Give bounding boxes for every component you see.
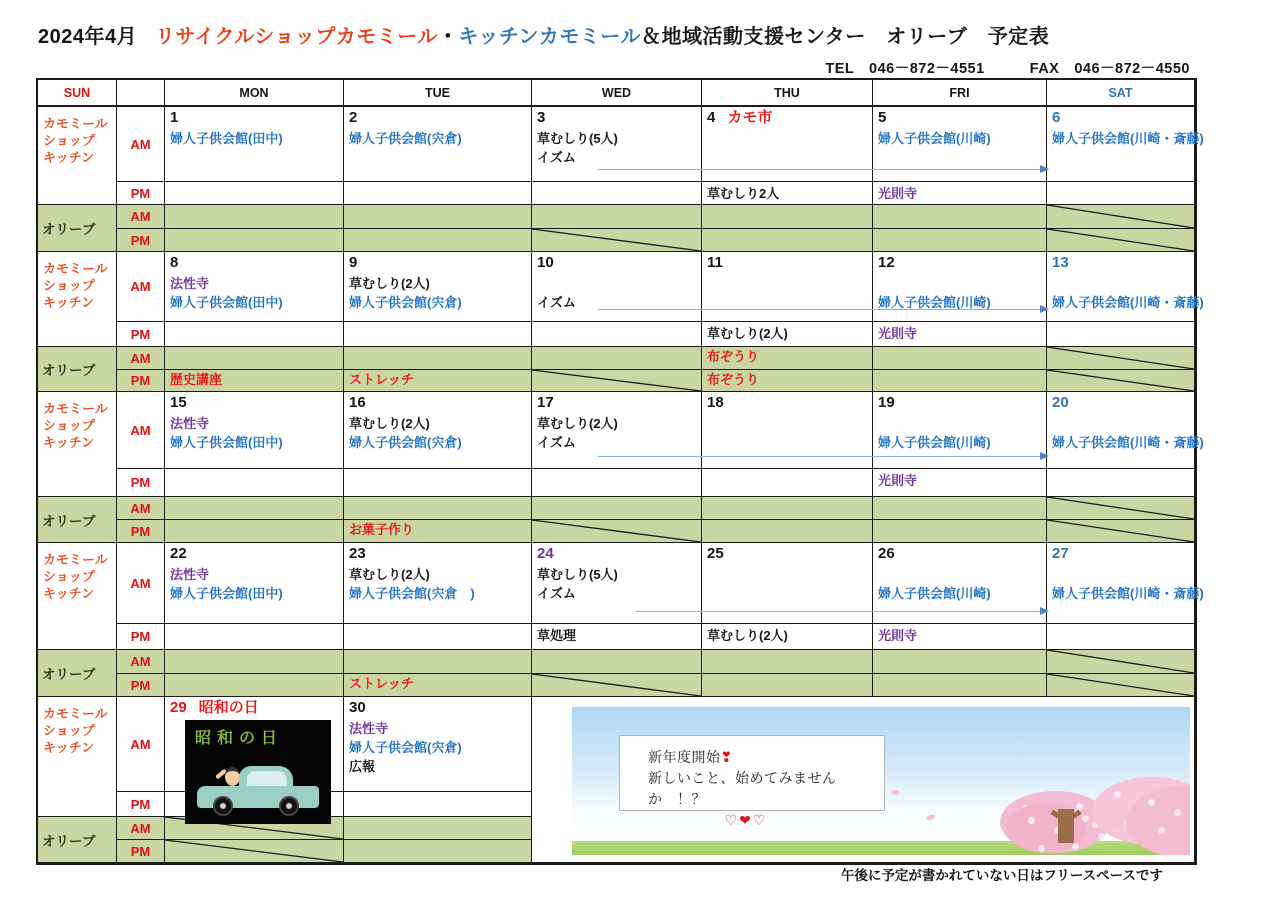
diagonal-slash bbox=[1047, 520, 1194, 542]
cell-w1-tue-olive-am bbox=[344, 205, 532, 229]
cell-w1-thu-pm bbox=[702, 182, 873, 205]
cell-w3-thu-olive-pm bbox=[702, 520, 873, 543]
cell-w4-fri-olive-am bbox=[873, 650, 1047, 674]
cell-w3-wed-olive-pm bbox=[532, 520, 702, 543]
diagonal-slash bbox=[1047, 205, 1194, 228]
cell-w5-mon-am bbox=[165, 697, 344, 792]
cell-w1-thu-am bbox=[702, 107, 873, 182]
cell-w3-mon-am bbox=[165, 392, 344, 469]
event-text: 布ぞうり bbox=[707, 372, 760, 387]
date-number: 29 bbox=[170, 699, 187, 716]
chamomile-label-line: カモミール bbox=[43, 116, 108, 131]
event-text: 婦人子供会館(川崎) bbox=[878, 295, 991, 310]
event-text: 布ぞうり bbox=[707, 349, 760, 364]
row-label-chamomile bbox=[38, 252, 117, 347]
boy-face bbox=[225, 767, 240, 786]
cell-w3-sat-am bbox=[1047, 392, 1204, 469]
cell-w1-fri-olive-am bbox=[873, 205, 1047, 229]
event-text: 婦人子供会館(川崎・斎藤) bbox=[1052, 131, 1204, 146]
diagonal-slash bbox=[165, 840, 343, 862]
chamomile-label-line: ショップ bbox=[43, 278, 95, 293]
olive-am-label: AM bbox=[117, 817, 165, 840]
title-month: 2024年4月 bbox=[38, 26, 138, 48]
cell-w1-mon-olive-pm bbox=[165, 229, 344, 252]
olive-am-label: AM bbox=[117, 347, 165, 370]
cell-w1-sat-am bbox=[1047, 107, 1204, 182]
event-text: 広報 bbox=[349, 759, 376, 774]
event-text: 法性寺 bbox=[349, 721, 389, 736]
chamomile-label-line: キッチン bbox=[43, 295, 95, 310]
cell-w3-wed-am bbox=[532, 392, 702, 469]
date-number: 23 bbox=[349, 545, 366, 562]
chamomile-label-line: ショップ bbox=[43, 723, 95, 738]
header-mon: MON bbox=[165, 80, 344, 107]
diagonal-slash bbox=[1047, 497, 1194, 519]
diagonal-slash bbox=[1047, 229, 1194, 251]
cell-w1-thu-olive-am bbox=[702, 205, 873, 229]
olive-pm-label: PM bbox=[117, 370, 165, 392]
chamomile-label-line: キッチン bbox=[43, 435, 95, 450]
cell-w3-thu-am bbox=[702, 392, 873, 469]
olive-pm-label: PM bbox=[117, 520, 165, 543]
olive-am-label: AM bbox=[117, 497, 165, 520]
row-label-chamomile bbox=[38, 107, 117, 205]
date-number: 17 bbox=[537, 394, 554, 411]
event-text: ストレッチ bbox=[349, 676, 414, 691]
date-number: 16 bbox=[349, 394, 366, 411]
event-text: 婦人子供会館(川崎・斎藤) bbox=[1052, 295, 1204, 310]
cell-w4-mon-pm bbox=[165, 624, 344, 650]
header-fri: FRI bbox=[873, 80, 1047, 107]
chamomile-am-label: AM bbox=[117, 392, 165, 469]
title-dot: ・ bbox=[437, 26, 459, 48]
event-text bbox=[532, 274, 701, 293]
event-text: イズム bbox=[537, 295, 576, 310]
olive-am-label: AM bbox=[117, 205, 165, 229]
date-number: 26 bbox=[878, 545, 895, 562]
cell-w3-sat-pm bbox=[1047, 469, 1195, 497]
event-text: 法性寺 bbox=[170, 276, 210, 291]
cell-w4-wed-olive-pm bbox=[532, 674, 702, 697]
event-text: 婦人子供会館(宍倉) bbox=[349, 131, 462, 146]
cell-w4-wed-olive-am bbox=[532, 650, 702, 674]
event-text bbox=[1047, 565, 1194, 584]
chamomile-label-line: キッチン bbox=[43, 586, 95, 601]
showa-image-text: 昭和の日 bbox=[195, 730, 284, 747]
event-text: 婦人子供会館(宍倉) bbox=[349, 435, 462, 450]
cell-w3-tue-olive-pm bbox=[344, 520, 532, 543]
cell-w3-sat-olive-am bbox=[1047, 497, 1195, 520]
date-number: 30 bbox=[349, 699, 366, 716]
cell-w3-thu-pm bbox=[702, 469, 873, 497]
date-number: 19 bbox=[878, 394, 895, 411]
event-text: 光則寺 bbox=[878, 186, 918, 201]
chamomile-label-line: カモミール bbox=[43, 552, 108, 567]
event-text: 草むしり2人 bbox=[707, 186, 780, 201]
event-text: 草むしり(2人) bbox=[707, 628, 788, 643]
cell-w2-fri-olive-pm bbox=[873, 370, 1047, 392]
date-number: 1 bbox=[170, 109, 179, 126]
olive-pm-label: PM bbox=[117, 229, 165, 252]
cell-w2-mon-olive-pm bbox=[165, 370, 344, 392]
cell-w4-mon-olive-am bbox=[165, 650, 344, 674]
header-thu: THU bbox=[702, 80, 873, 107]
diagonal-slash bbox=[1047, 650, 1194, 673]
row-label-chamomile bbox=[38, 392, 117, 497]
chamomile-pm-label: PM bbox=[117, 792, 165, 817]
continuation-arrow bbox=[598, 456, 1047, 457]
chamomile-am-label: AM bbox=[117, 107, 165, 182]
cell-w4-thu-olive-am bbox=[702, 650, 873, 674]
cell-w2-thu-pm bbox=[702, 322, 873, 347]
header-tue: TUE bbox=[344, 80, 532, 107]
message-text: 新年度開始 bbox=[648, 749, 721, 765]
cell-w2-wed-olive-pm bbox=[532, 370, 702, 392]
cell-w4-mon-am bbox=[165, 543, 344, 624]
heart-exclamation-icon: ❣ bbox=[720, 749, 733, 765]
cell-w2-fri-olive-am bbox=[873, 347, 1047, 370]
cell-w1-tue-am bbox=[344, 107, 532, 182]
cell-w5-tue-am bbox=[344, 697, 532, 792]
event-text: 光則寺 bbox=[878, 326, 918, 341]
chamomile-pm-label: PM bbox=[117, 182, 165, 205]
event-text: 婦人子供会館(宍倉) bbox=[349, 295, 462, 310]
event-text: 婦人子供会館(川崎) bbox=[878, 131, 991, 146]
row-label-olive: オリーブ bbox=[38, 817, 117, 863]
date-number: 8 bbox=[170, 254, 179, 271]
calendar-table bbox=[36, 78, 1204, 865]
date-number: 4 bbox=[707, 109, 716, 126]
event-text: 草むしり(5人) bbox=[537, 567, 618, 582]
date-number: 27 bbox=[1052, 545, 1069, 562]
date-number: 2 bbox=[349, 109, 358, 126]
event-text: 婦人子供会館(川崎) bbox=[878, 435, 991, 450]
header-sat: SAT bbox=[1047, 80, 1195, 107]
date-number: 22 bbox=[170, 545, 187, 562]
cell-w1-fri-pm bbox=[873, 182, 1047, 205]
cell-w2-sat-olive-am bbox=[1047, 347, 1195, 370]
cell-w1-tue-olive-pm bbox=[344, 229, 532, 252]
cell-w2-wed-am bbox=[532, 252, 702, 322]
chamomile-pm-label: PM bbox=[117, 322, 165, 347]
event-text: 婦人子供会館(田中) bbox=[170, 586, 283, 601]
spring-banner-cell bbox=[532, 697, 1195, 863]
cell-w4-tue-olive-pm bbox=[344, 674, 532, 697]
diagonal-slash bbox=[532, 674, 701, 696]
olive-am-label: AM bbox=[117, 650, 165, 674]
cell-w1-mon-am bbox=[165, 107, 344, 182]
header-sun: SUN bbox=[38, 80, 117, 107]
event-text: 婦人子供会館(川崎) bbox=[878, 586, 991, 601]
cell-w2-mon-am bbox=[165, 252, 344, 322]
continuation-arrow bbox=[598, 169, 1047, 170]
event-text bbox=[873, 414, 1046, 433]
cell-w3-tue-pm bbox=[344, 469, 532, 497]
cell-w2-fri-am bbox=[873, 252, 1047, 322]
cell-w3-sat-olive-pm bbox=[1047, 520, 1195, 543]
header-ampm-column bbox=[117, 80, 165, 107]
date-number: 3 bbox=[537, 109, 546, 126]
event-text: 婦人子供会館(川崎・斎藤) bbox=[1052, 435, 1204, 450]
truck-illustration bbox=[197, 764, 319, 816]
cell-w2-thu-am bbox=[702, 252, 873, 322]
event-text: 光則寺 bbox=[878, 628, 918, 643]
date-number: 20 bbox=[1052, 394, 1069, 411]
cell-w1-mon-olive-am bbox=[165, 205, 344, 229]
cell-w4-sat-pm bbox=[1047, 624, 1195, 650]
date-number: 13 bbox=[1052, 254, 1069, 271]
chamomile-label-line: ショップ bbox=[43, 418, 95, 433]
cell-w1-mon-pm bbox=[165, 182, 344, 205]
cell-w5-mon-olive-pm bbox=[165, 840, 344, 863]
date-number: 25 bbox=[707, 545, 724, 562]
cell-w4-fri-pm bbox=[873, 624, 1047, 650]
olive-pm-label: PM bbox=[117, 840, 165, 863]
cell-w3-wed-pm bbox=[532, 469, 702, 497]
footnote: 午後に予定が書かれていない日はフリースペースです bbox=[840, 868, 1163, 883]
event-text: 婦人子供会館(田中) bbox=[170, 295, 283, 310]
cell-w4-sat-olive-am bbox=[1047, 650, 1195, 674]
spring-banner-image bbox=[572, 707, 1190, 855]
date-number: 11 bbox=[707, 254, 723, 271]
event-text: 歴史講座 bbox=[170, 372, 223, 387]
cell-w4-thu-pm bbox=[702, 624, 873, 650]
title-schedule-word: 予定表 bbox=[967, 26, 1050, 48]
cell-w2-thu-olive-pm bbox=[702, 370, 873, 392]
message-line-1 bbox=[648, 747, 884, 768]
chamomile-pm-label: PM bbox=[117, 624, 165, 650]
cell-w3-thu-olive-am bbox=[702, 497, 873, 520]
date-number: 10 bbox=[537, 254, 554, 271]
event-text: イズム bbox=[537, 150, 576, 165]
chamomile-label-line: ショップ bbox=[43, 133, 95, 148]
cell-w4-sat-olive-pm bbox=[1047, 674, 1195, 697]
cell-w2-tue-olive-pm bbox=[344, 370, 532, 392]
hearts-icon: ♡❤♡ bbox=[724, 812, 768, 828]
cell-w2-mon-olive-am bbox=[165, 347, 344, 370]
continuation-arrow bbox=[598, 309, 1047, 310]
date-number: 15 bbox=[170, 394, 187, 411]
cell-w2-mon-pm bbox=[165, 322, 344, 347]
event-text: イズム bbox=[537, 435, 576, 450]
cell-w1-thu-olive-pm bbox=[702, 229, 873, 252]
cell-w2-sat-am bbox=[1047, 252, 1204, 322]
event-text: 婦人子供会館(川崎・斎藤) bbox=[1052, 586, 1204, 601]
showa-day-illustration bbox=[185, 720, 331, 824]
cell-w1-fri-am bbox=[873, 107, 1047, 182]
event-text: 草処理 bbox=[537, 628, 577, 643]
cell-w1-sat-olive-pm bbox=[1047, 229, 1195, 252]
event-text: 草むしり(5人) bbox=[537, 131, 618, 146]
date-number: 18 bbox=[707, 394, 724, 411]
event-text: 婦人子供会館(宍倉 ) bbox=[349, 586, 475, 601]
diagonal-slash bbox=[532, 520, 701, 542]
cell-w4-fri-olive-pm bbox=[873, 674, 1047, 697]
cell-w5-tue-olive-am bbox=[344, 817, 532, 840]
diagonal-slash bbox=[1047, 674, 1194, 696]
chamomile-am-label: AM bbox=[117, 697, 165, 792]
chamomile-label-line: カモミール bbox=[43, 401, 108, 416]
cell-w4-tue-am bbox=[344, 543, 532, 624]
cell-w2-fri-pm bbox=[873, 322, 1047, 347]
row-label-olive: オリーブ bbox=[38, 497, 117, 543]
cell-w1-wed-olive-am bbox=[532, 205, 702, 229]
cell-w4-thu-olive-pm bbox=[702, 674, 873, 697]
chamomile-label-line: キッチン bbox=[43, 150, 95, 165]
olive-pm-label: PM bbox=[117, 674, 165, 697]
date-number: 24 bbox=[537, 545, 554, 562]
date-note: カモ市 bbox=[727, 109, 773, 126]
cell-w3-mon-olive-am bbox=[165, 497, 344, 520]
cell-w3-fri-pm bbox=[873, 469, 1047, 497]
date-number: 12 bbox=[878, 254, 895, 271]
cell-w1-tue-pm bbox=[344, 182, 532, 205]
cell-w5-tue-olive-pm bbox=[344, 840, 532, 863]
chamomile-am-label: AM bbox=[117, 543, 165, 624]
cell-w3-tue-am bbox=[344, 392, 532, 469]
event-text: イズム bbox=[537, 586, 576, 601]
cell-w2-thu-olive-am bbox=[702, 347, 873, 370]
row-label-chamomile bbox=[38, 543, 117, 650]
row-label-olive: オリーブ bbox=[38, 347, 117, 392]
event-text: 婦人子供会館(田中) bbox=[170, 435, 283, 450]
chamomile-label-line: カモミール bbox=[43, 706, 108, 721]
message-line-2: 新しいこと、始めてみませんか ！？ bbox=[648, 770, 837, 807]
event-text: 光則寺 bbox=[878, 473, 918, 488]
cell-w2-wed-pm bbox=[532, 322, 702, 347]
diagonal-slash bbox=[1047, 347, 1194, 369]
event-text: お菓子作り bbox=[349, 522, 415, 537]
event-text bbox=[1047, 414, 1194, 433]
diagonal-slash bbox=[532, 370, 701, 391]
cell-w2-wed-olive-am bbox=[532, 347, 702, 370]
cell-w4-mon-olive-pm bbox=[165, 674, 344, 697]
cell-w3-wed-olive-am bbox=[532, 497, 702, 520]
event-text: 婦人子供会館(宍倉) bbox=[349, 740, 462, 755]
event-text: 草むしり(2人) bbox=[537, 416, 618, 431]
event-text: 草むしり(2人) bbox=[349, 567, 430, 582]
diagonal-slash bbox=[532, 229, 701, 251]
diagonal-slash bbox=[1047, 370, 1194, 391]
event-text bbox=[873, 565, 1046, 584]
cell-w3-fri-am bbox=[873, 392, 1047, 469]
cell-w2-sat-pm bbox=[1047, 322, 1195, 347]
event-text bbox=[873, 274, 1046, 293]
header-wed: WED bbox=[532, 80, 702, 107]
grass-strip bbox=[572, 841, 1190, 855]
cell-w3-mon-olive-pm bbox=[165, 520, 344, 543]
cell-w2-tue-olive-am bbox=[344, 347, 532, 370]
date-number: 6 bbox=[1052, 109, 1061, 126]
row-label-olive: オリーブ bbox=[38, 205, 117, 252]
event-text bbox=[1047, 274, 1194, 293]
cell-w1-wed-pm bbox=[532, 182, 702, 205]
cell-w1-wed-am bbox=[532, 107, 702, 182]
cell-w4-tue-olive-am bbox=[344, 650, 532, 674]
event-text: ストレッチ bbox=[349, 372, 414, 387]
date-number: 9 bbox=[349, 254, 358, 271]
message-box bbox=[619, 735, 885, 828]
chamomile-label-line: キッチン bbox=[43, 740, 95, 755]
event-text: 法性寺 bbox=[170, 416, 210, 431]
row-label-olive: オリーブ bbox=[38, 650, 117, 697]
event-text: 草むしり(2人) bbox=[707, 326, 788, 341]
title-recycle-shop: リサイクルショップカモミール bbox=[155, 26, 438, 48]
chamomile-label-line: ショップ bbox=[43, 569, 95, 584]
cell-w5-tue-pm bbox=[344, 792, 532, 817]
chamomile-am-label: AM bbox=[117, 252, 165, 322]
cell-w3-fri-olive-pm bbox=[873, 520, 1047, 543]
cell-w2-tue-pm bbox=[344, 322, 532, 347]
date-note: 昭和の日 bbox=[198, 699, 259, 716]
row-label-chamomile bbox=[38, 697, 117, 817]
cell-w1-fri-olive-pm bbox=[873, 229, 1047, 252]
event-text: 法性寺 bbox=[170, 567, 210, 582]
cell-w3-tue-olive-am bbox=[344, 497, 532, 520]
cell-w1-sat-pm bbox=[1047, 182, 1195, 205]
cell-w4-wed-pm bbox=[532, 624, 702, 650]
chamomile-label-line: カモミール bbox=[43, 261, 108, 276]
cell-w2-sat-olive-pm bbox=[1047, 370, 1195, 392]
continuation-arrow bbox=[636, 611, 1047, 612]
chamomile-pm-label: PM bbox=[117, 469, 165, 497]
cell-w3-fri-olive-am bbox=[873, 497, 1047, 520]
cell-w1-wed-olive-pm bbox=[532, 229, 702, 252]
title-center: ＆地域活動支援センター オリーブ bbox=[641, 26, 968, 48]
page-title bbox=[38, 20, 1049, 49]
cell-w4-tue-pm bbox=[344, 624, 532, 650]
title-kitchen: キッチンカモミール bbox=[458, 26, 642, 48]
date-number: 5 bbox=[878, 109, 887, 126]
event-text: 婦人子供会館(田中) bbox=[170, 131, 283, 146]
cell-w3-mon-pm bbox=[165, 469, 344, 497]
cell-w1-sat-olive-am bbox=[1047, 205, 1195, 229]
cell-w4-sat-am bbox=[1047, 543, 1204, 624]
event-text: 草むしり(2人) bbox=[349, 276, 430, 291]
contact-phone-fax: TEL 046－872－4551 FAX 046－872－4550 bbox=[825, 61, 1190, 77]
event-text: 草むしり(2人) bbox=[349, 416, 430, 431]
cell-w2-tue-am bbox=[344, 252, 532, 322]
